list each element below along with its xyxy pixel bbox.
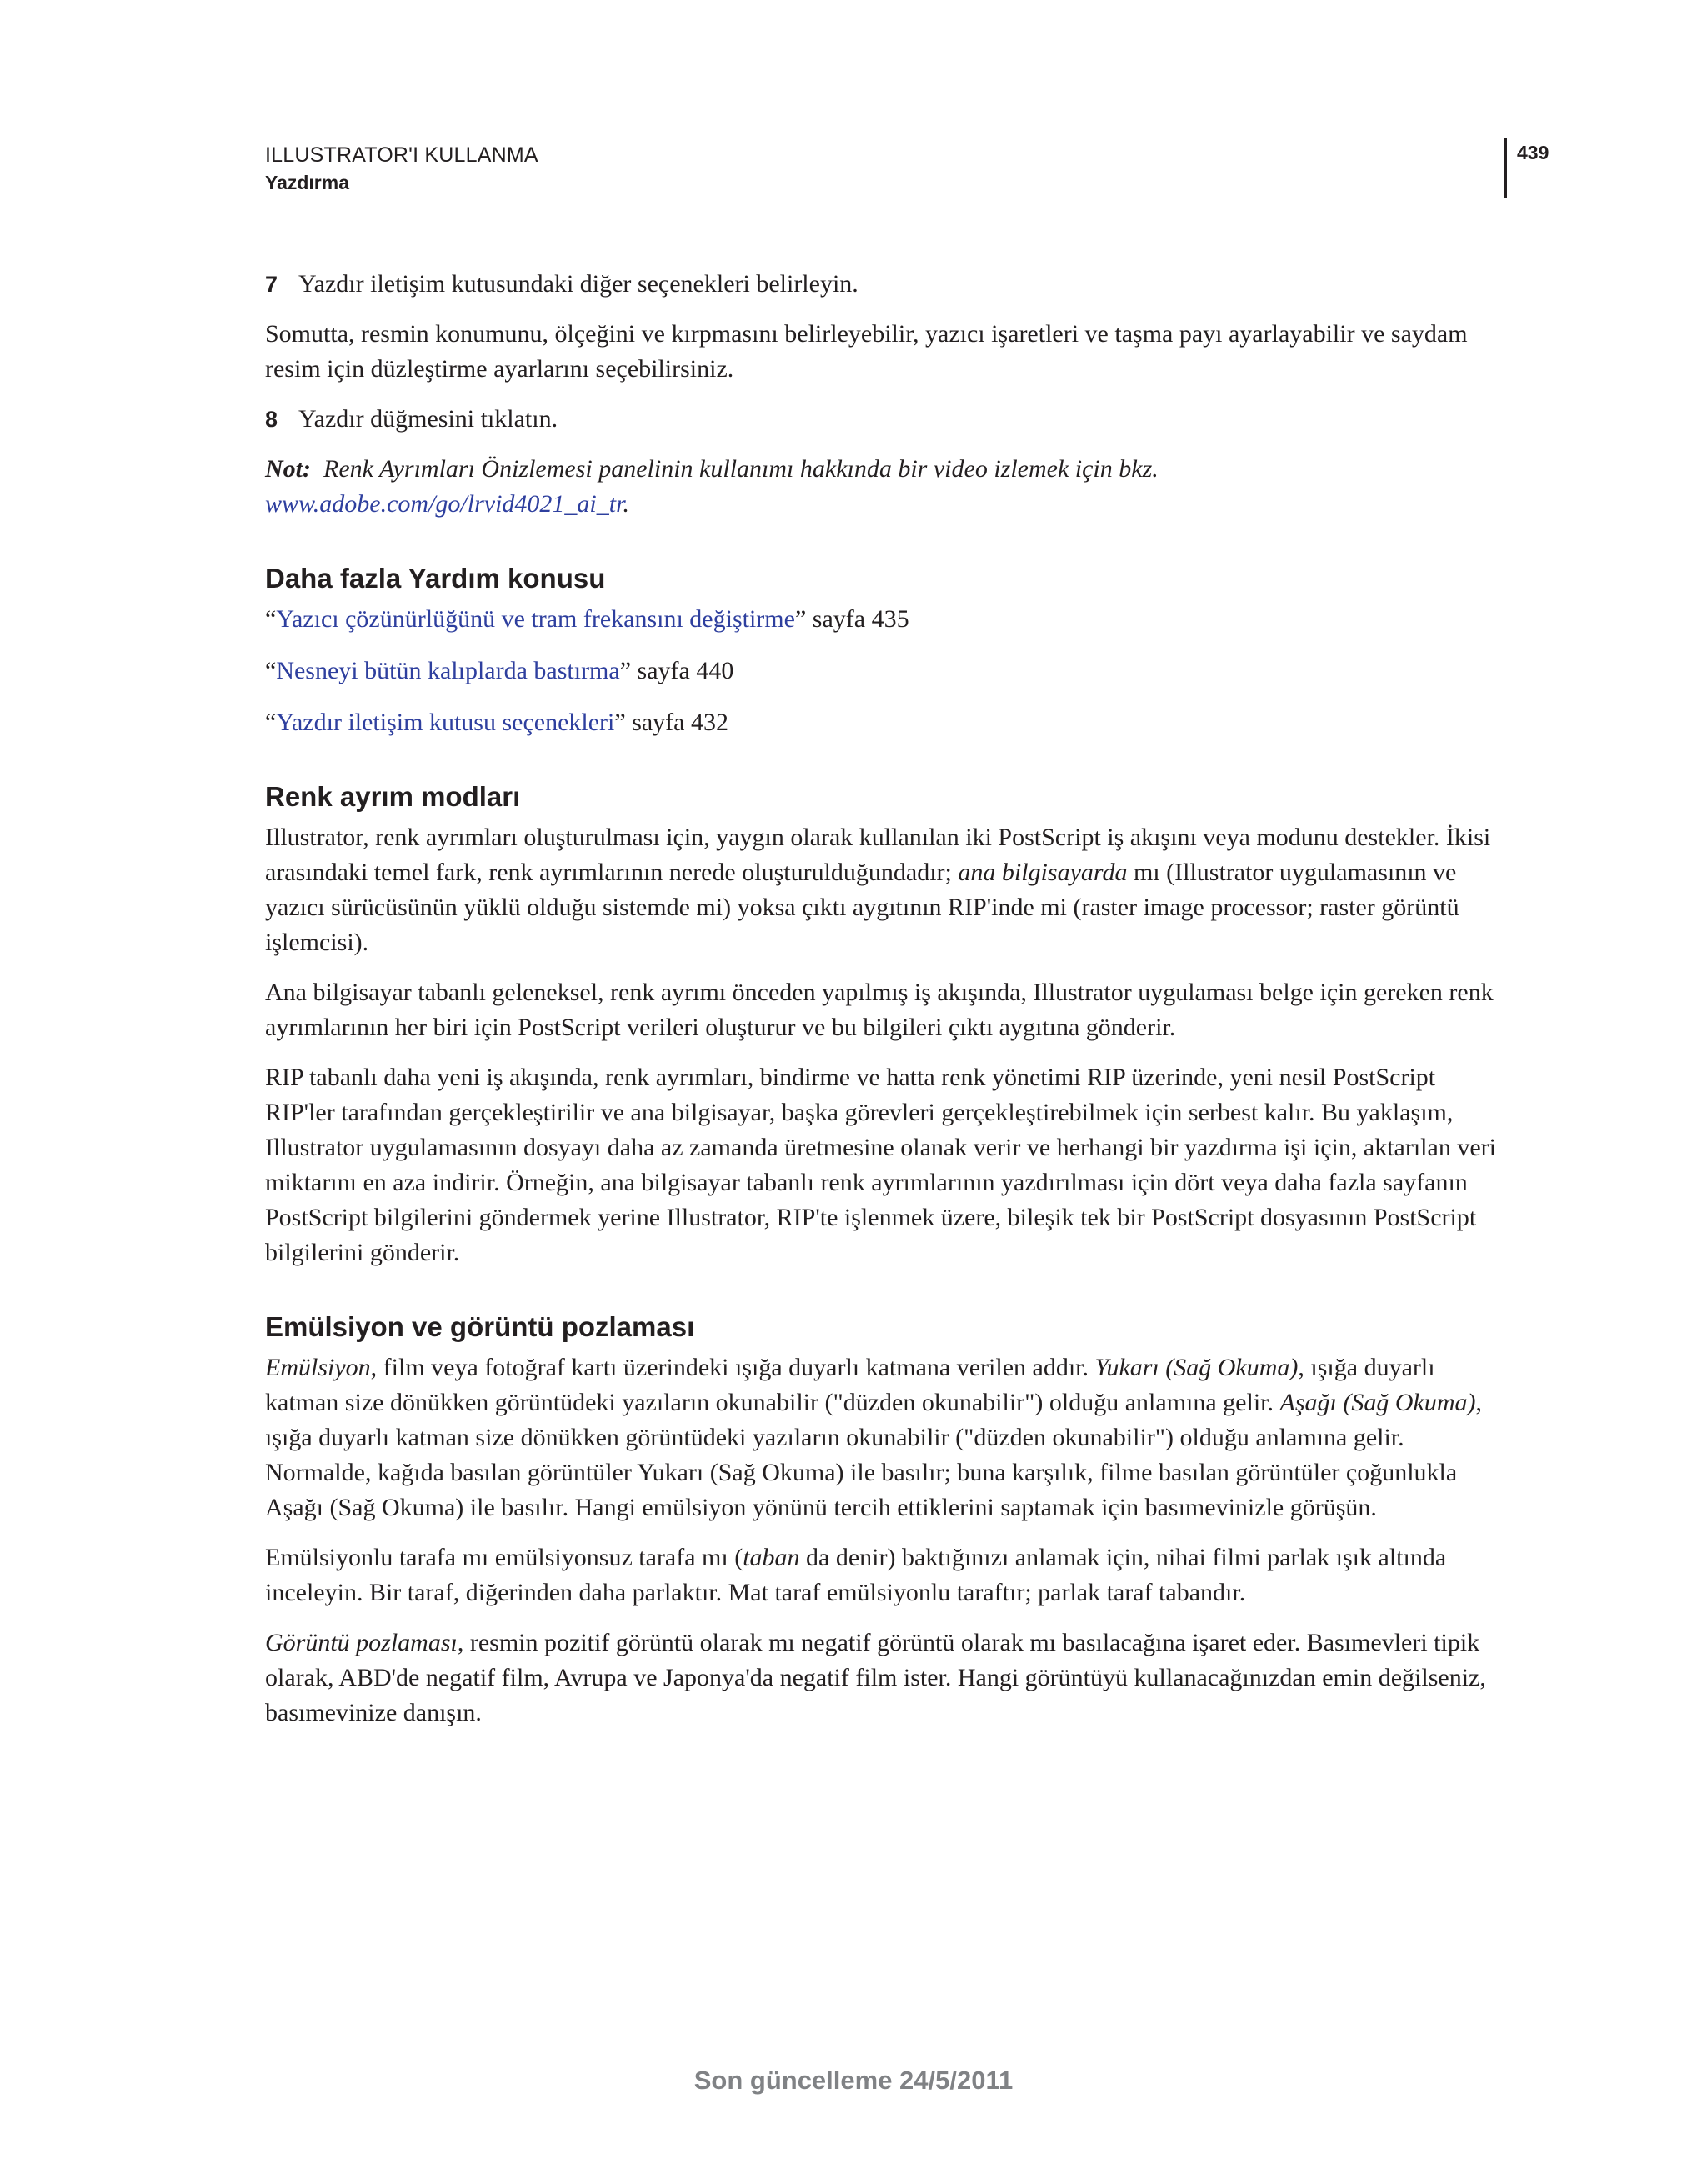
related-topic (265, 705, 1499, 740)
header-divider (1504, 138, 1507, 198)
running-header-title: ILLUSTRATOR'I KULLANMA (265, 143, 538, 167)
note-end: . (623, 490, 629, 518)
note-text: Renk Ayrımları Önizlemesi panelinin kullanımı hakkında bir video izlemek için bkz. (323, 455, 1159, 483)
note-label: Not: (265, 455, 311, 483)
note (265, 452, 1499, 522)
text: mı (Illustrator uygulamasının ve yazıcı sürücüsünün yüklü olduğu sistemde mi) yoksa çıktı aygıtının RIP'inde mi (raster image processor; raster görüntü işlemcisi). (265, 859, 1459, 956)
step-number: 7 (265, 272, 278, 297)
text: , ışığa duyarlı katman size dönükken görüntüdeki yazıların okunabilir ("düzden okunabilir") olduğu anlamına gelir. (265, 1354, 1435, 1416)
section-heading-emulsion: Emülsiyon ve görüntü pozlaması (265, 1311, 695, 1342)
text: Illustrator, renk ayrımları oluşturulması için, yaygın olarak kullanılan iki PostScript iş akışını veya modunu destekler. İkisi arasındaki temel fark, renk ayrımlarının nerede oluşturulduğundadır; (265, 824, 1491, 886)
paragraph (265, 1540, 1499, 1610)
emphasis: Aşağı (Sağ Okuma) (1279, 1389, 1476, 1416)
related-topic (265, 602, 1499, 637)
page-reference: ” sayfa 440 (619, 657, 734, 684)
emphasis: ana bilgisayarda (958, 859, 1128, 886)
paragraph: RIP tabanlı daha yeni iş akışında, renk ayrımları, bindirme ve hatta renk yönetimi RIP üzerinde, yeni nesil PostScript RIP'ler tarafından gerçekleştirilir ve ana bilgisayar, başka görevleri gerçekleştirebilmek için serbest kalır. Bu yaklaşım, Illustrator uygulamasının dosyayı daha az zamanda üretmesine olanak verir ve herhangi bir yazdırma işi için, aktarılan veri miktarını en aza indirir. Örneğin, ana bilgisayar tabanlı renk ayrımlarının yazdırılması için dört veya daha fazla sayfanın PostScript bilgilerini göndermek yerine Illustrator, RIP'te işlenmek üzere, bileşik tek bir PostScript dosyasının PostScript bilgilerini gönderir. (265, 1064, 1496, 1266)
step-8 (265, 402, 1499, 437)
related-topic-link[interactable]: Nesneyi bütün kalıplarda bastırma (276, 657, 620, 684)
last-updated-footer: Son güncelleme 24/5/2011 (693, 2066, 1014, 2095)
section-heading-color-separation: Renk ayrım modları (265, 781, 521, 812)
quote-open: “ (265, 605, 277, 633)
text: , ışığa duyarlı katman size dönükken görüntüdeki yazıların okunabilir ("düzden okunabilir") olduğu anlamına gelir. Normalde, kağıda basılan görüntüler Yukarı (Sağ Okuma) ile basılır; buna karşılık, filme basılan görüntüler çoğunlukla Aşağı (Sağ Okuma) ile basılır. Hangi emülsiyon yönünü tercih ettiklerini saptamak için basımevinizle görüşün. (265, 1389, 1482, 1521)
related-topic-link[interactable]: Yazdır iletişim kutusu seçenekleri (276, 709, 615, 736)
step-7 (265, 267, 1499, 302)
quote-open: “ (265, 657, 277, 684)
related-topic-link[interactable]: Yazıcı çözünürlüğünü ve tram frekansını değiştirme (276, 605, 795, 633)
page-reference: ” sayfa 435 (794, 605, 909, 633)
paragraph: Ana bilgisayar tabanlı geleneksel, renk ayrımı önceden yapılmış iş akışında, Illustrator uygulaması belge için gereken renk ayrımlarının her biri için PostScript verileri oluşturur ve bu bilgileri çıktı aygıtına gönderir. (265, 979, 1494, 1041)
video-link[interactable]: www.adobe.com/go/lrvid4021_ai_tr (265, 490, 623, 518)
related-topic (265, 654, 1499, 689)
step-text: Yazdır düğmesini tıklatın. (298, 405, 558, 433)
text: , film veya fotoğraf kartı üzerindeki ışığa duyarlı katmana verilen addır. (370, 1354, 1095, 1381)
page-number: 439 (1517, 142, 1549, 163)
running-header-section: Yazdırma (265, 172, 349, 193)
step-number: 8 (265, 407, 278, 432)
step-7-detail: Somutta, resmin konumunu, ölçeğini ve kırpmasını belirleyebilir, yazıcı işaretleri ve taşma payı ayarlayabilir ve saydam resim için düzleştirme ayarlarını seçebilirsiniz. (265, 320, 1468, 383)
emphasis: Yukarı (Sağ Okuma) (1094, 1354, 1299, 1381)
paragraph (265, 820, 1499, 960)
paragraph (265, 1350, 1499, 1525)
emphasis: taban (743, 1544, 800, 1571)
step-text: Yazdır iletişim kutusundaki diğer seçenekleri belirleyin. (298, 270, 859, 298)
text: da denir) baktığınızı anlamak için, nihai filmi parlak ışık altında inceleyin. Bir taraf, diğerinden daha parlaktır. Mat taraf emülsiyonlu taraftır; parlak taraf tabandır. (265, 1544, 1447, 1606)
emphasis: Görüntü pozlaması (265, 1629, 458, 1656)
text: Emülsiyonlu tarafa mı emülsiyonsuz tarafa mı ( (265, 1544, 743, 1571)
paragraph (265, 1625, 1499, 1731)
page-content (265, 267, 1499, 1746)
page-reference: ” sayfa 432 (614, 709, 728, 736)
more-help-heading: Daha fazla Yardım konusu (265, 563, 606, 594)
text: , resmin pozitif görüntü olarak mı negatif görüntü olarak mı basılacağına işaret eder. Basımevleri tipik olarak, ABD'de negatif film, Avrupa ve Japonya'da negatif film ister. Hangi görüntüyü kullanacağınızdan emin değilseniz, basımevinize danışın. (265, 1629, 1486, 1726)
quote-open: “ (265, 709, 277, 736)
emphasis: Emülsiyon (265, 1354, 371, 1381)
